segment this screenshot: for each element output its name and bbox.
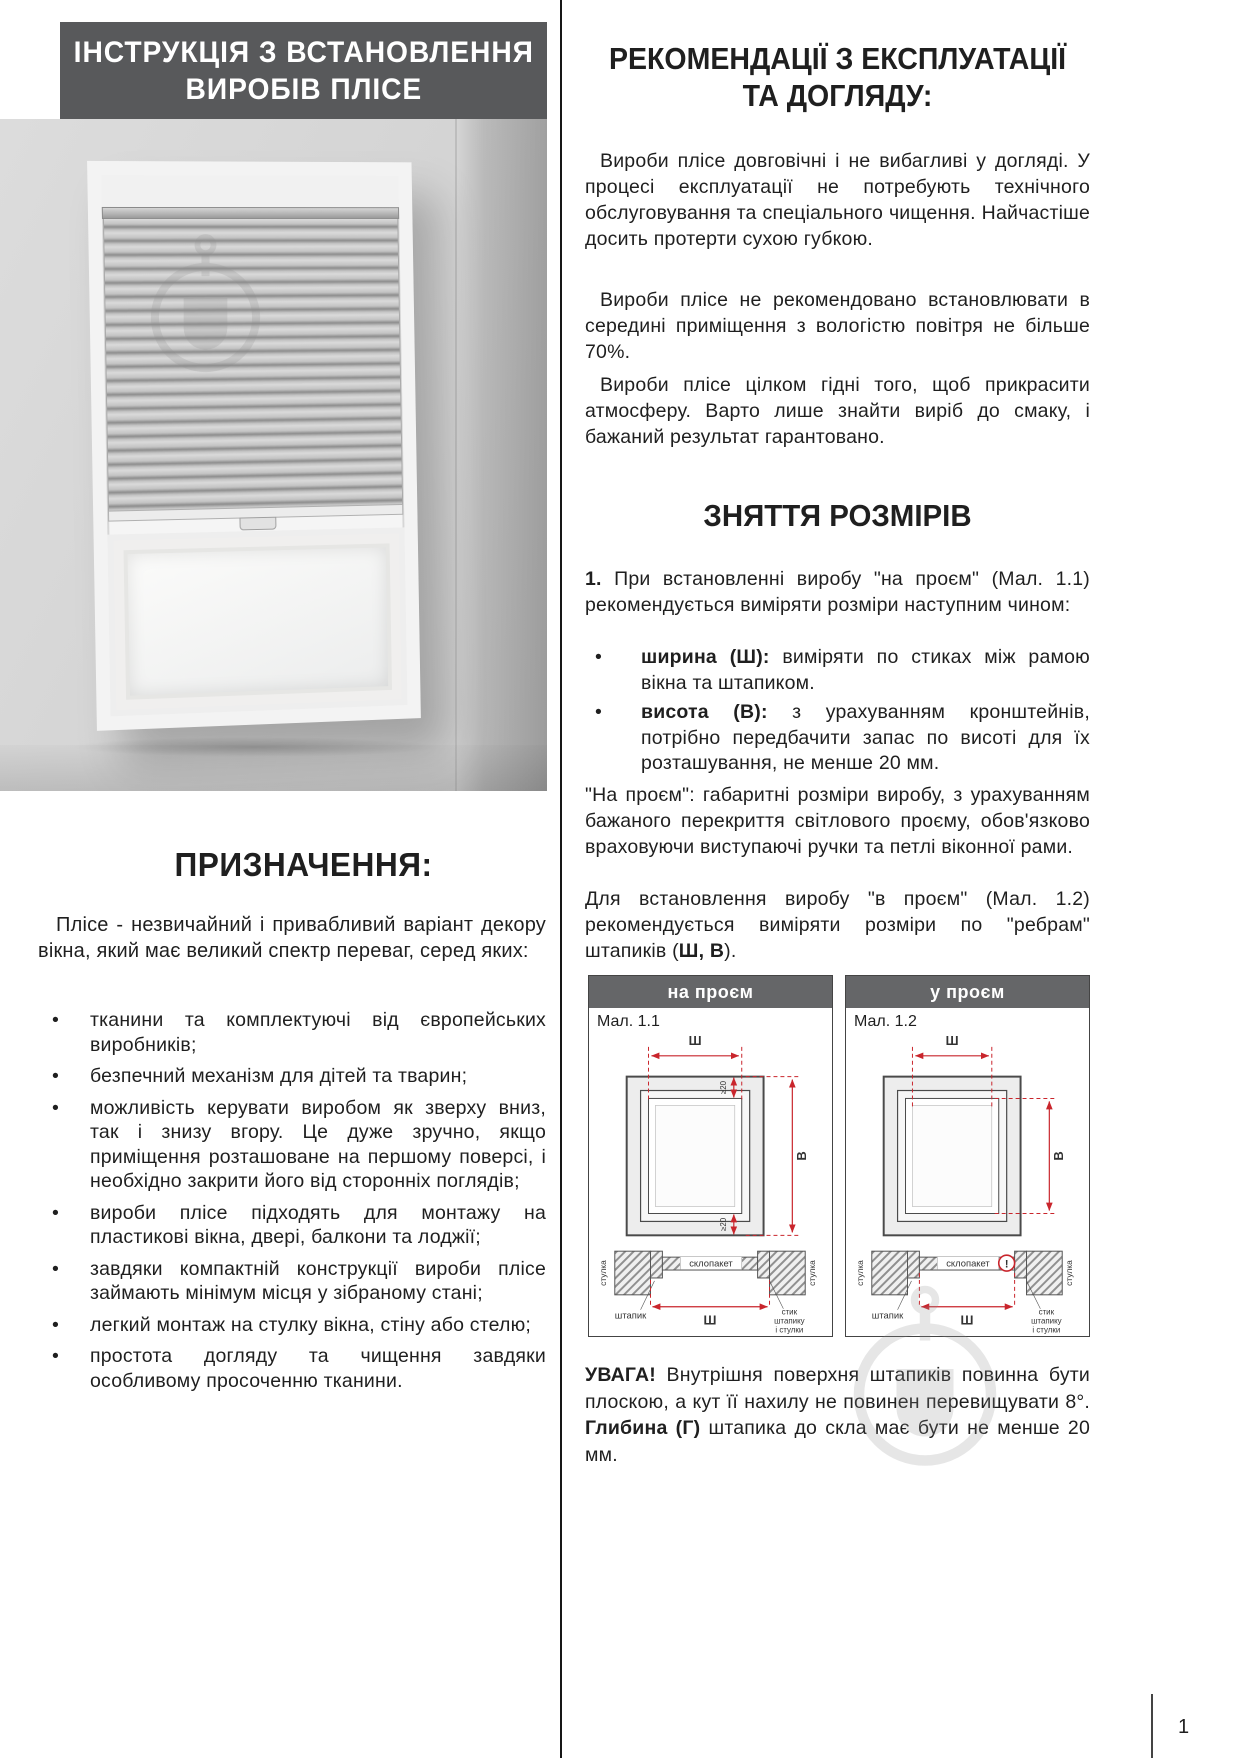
window-front-view	[884, 1077, 1021, 1236]
sash-right-label: стулка	[807, 1260, 818, 1286]
product-photo	[0, 119, 547, 791]
figure-label-1-1: Мал. 1.1	[597, 1013, 660, 1030]
sash-right-label: стулка	[1064, 1260, 1075, 1286]
banner-title-line1: ІНСТРУКЦІЯ З ВСТАНОВЛЕННЯ	[73, 35, 534, 69]
width-bottom-label: Ш	[960, 1312, 974, 1328]
window-glass	[124, 543, 393, 699]
measurement-diagrams	[588, 975, 1090, 1337]
care-heading	[585, 40, 1090, 114]
purpose-list-item: • можливість керувати виробом як зверху вниз, так і знизу вгору. Це дуже зручно, якщо приміщення розташоване на першому поверсі, і необхідно закрити його від сторонніх поглядів;	[38, 1096, 546, 1194]
diagram-header-na-proem: на проєм	[589, 976, 832, 1008]
purpose-list-item: • завдяки компактній конструкції вироби плісе займають мінімум місця у зібраному стані;	[38, 1257, 546, 1306]
joint-label-line2: штапику	[1031, 1316, 1062, 1326]
height-desc: з урахуванням кронштейнів, потрібно передбачити запас по висоті для їх розташування, не менше 20 мм.	[641, 701, 1090, 774]
gap-bottom-label: ≥20	[718, 1217, 728, 1231]
purpose-list-item: • простота догляду та чищення завдяки особливому просоченню тканини.	[38, 1344, 546, 1393]
care-paragraph-1: Вироби плісе довговічні і не вибагливі у догляді. У процесі експлуатації не потребують технічного обслуговування та спеціального чищення. Найчастіше досить протерти сухою губкою.	[585, 150, 1090, 250]
attention-text-2: штапика до скла має бути не менше 20 мм.	[585, 1417, 1091, 1466]
glass-unit-label: склопакет	[689, 1257, 733, 1269]
pleated-blind-fabric	[103, 219, 403, 511]
step-number: 1.	[585, 568, 602, 590]
width-dim-label: Ш	[688, 1032, 702, 1048]
sash-left-label: стулка	[597, 1260, 608, 1286]
width-desc: виміряти по стиках між рамою вікна та штапиком.	[641, 646, 1090, 694]
diagram-figure-1-2	[846, 1031, 1089, 1336]
diagram-header-u-proem: у проєм	[846, 976, 1089, 1008]
joint-label-line1: стик	[781, 1307, 798, 1317]
blind-handle	[239, 517, 276, 531]
v-proem-text-1: Для встановлення виробу "в проєм" (Мал. 1.2) рекомендується виміряти розміри по "ребрам" штапиків (	[585, 888, 1090, 962]
window-sash	[107, 527, 407, 716]
paragraph-na-proem: "На проєм": габаритні розміри виробу, з урахуванням бажаного перекриття світлового проєму, обов'язково враховуючи виступаючі ручки та петлі віконної рами.	[585, 784, 1090, 858]
joint-label-line3: і стулки	[775, 1325, 804, 1335]
window-illustration	[87, 161, 421, 731]
attention-label: УВАГА!	[585, 1364, 656, 1386]
purpose-list-item: • вироби плісе підходять для монтажу на пластикові вікна, двері, балкони та лоджії;	[38, 1201, 546, 1250]
attention-bold-term: Глибина (Г)	[585, 1417, 701, 1439]
joint-label-line2: штапику	[774, 1316, 805, 1326]
purpose-list-item: • безпечний механізм для дітей та тварин;	[38, 1064, 546, 1089]
width-dim-label: Ш	[945, 1032, 959, 1048]
sash-left-label: стулка	[854, 1260, 865, 1286]
care-heading-line1: РЕКОМЕНДАЦІЇ З ЕКСПЛУАТАЦІЇ	[608, 41, 1067, 76]
height-term: висота (В):	[641, 701, 768, 723]
purpose-list-item: • тканини та комплектуючі від європейських виробників;	[38, 1008, 546, 1057]
measure-list	[585, 645, 1090, 781]
width-bottom-label: Ш	[703, 1312, 717, 1328]
page-number: 1	[1178, 1716, 1190, 1738]
banner-title-line2: ВИРОБІВ ПЛІСЕ	[185, 72, 422, 106]
v-proem-bold: Ш, В	[678, 940, 725, 962]
care-heading-line2: ТА ДОГЛЯДУ:	[742, 78, 933, 113]
window-front-view	[627, 1077, 764, 1236]
care-paragraph-2: Вироби плісе не рекомендовано встановлювати в середині приміщення з вологістю повітря не більше 70%.	[585, 289, 1090, 363]
purpose-list-item: • легкий монтаж на стулку вікна, стіну або стелю;	[38, 1313, 546, 1338]
diagram-box-na-proem	[588, 975, 833, 1337]
bead-label: штапик	[614, 1309, 647, 1321]
measure-list-item-height	[585, 700, 1090, 777]
attention-paragraph	[585, 1362, 1090, 1468]
v-proem-text-2: ).	[724, 940, 737, 962]
joint-label-line1: стик	[1038, 1307, 1055, 1317]
gap-top-label: ≥20	[718, 1080, 728, 1095]
blind-headrail	[102, 207, 399, 219]
care-paragraph-3: Вироби плісе цілком гідні того, щоб прикрасити атмосферу. Варто лише знайти виріб до смаку, і бажаний результат гарантовано.	[585, 374, 1090, 448]
purpose-list	[38, 1008, 546, 1400]
warning-mark: !	[1004, 1258, 1009, 1271]
glass-unit-label: склопакет	[946, 1257, 990, 1269]
diagram-box-u-proem	[845, 975, 1090, 1337]
attention-text-1: Внутрішня поверхня штапиків повинна бути плоскою, а кут її нахилу не повинен перевищувати 8°.	[585, 1364, 1090, 1413]
figure-label-1-2: Мал. 1.2	[854, 1013, 917, 1030]
left-title-banner	[60, 22, 547, 119]
window-drop-shadow	[70, 737, 440, 757]
height-dim-label: В	[794, 1151, 810, 1161]
height-dim-label: В	[1051, 1151, 1067, 1161]
measure-list-item-width	[585, 645, 1090, 696]
bead-label: штапик	[871, 1309, 904, 1321]
page-number-rule	[1151, 1694, 1153, 1758]
diagram-figure-1-1	[589, 1031, 832, 1336]
measure-heading: ЗНЯТТЯ РОЗМІРІВ	[703, 498, 972, 533]
paragraph-v-proem	[585, 886, 1090, 964]
purpose-intro: Плісе - незвичайний і привабливий варіант декору вікна, який має великий спектр переваг, серед яких:	[38, 914, 546, 962]
width-term: ширина (Ш):	[641, 646, 770, 668]
step-text: При встановленні виробу "на проєм" (Мал. 1.1) рекомендується виміряти розміри наступним чином:	[585, 568, 1090, 616]
joint-label-line3: і стулки	[1032, 1325, 1061, 1335]
column-divider	[560, 0, 562, 1758]
measure-step-1	[585, 566, 1090, 618]
purpose-heading: ПРИЗНАЧЕННЯ:	[174, 846, 433, 883]
wall-shadow	[455, 119, 547, 791]
